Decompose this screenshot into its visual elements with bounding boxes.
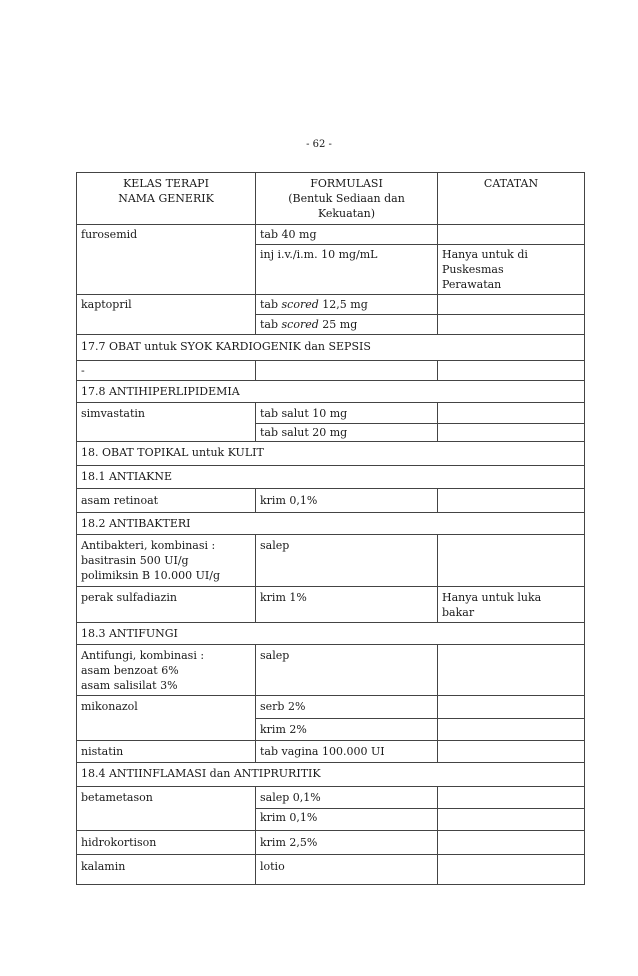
- generic-name: mikonazol: [77, 696, 256, 741]
- formulation: salep: [256, 645, 438, 696]
- header-formulasi: [256, 173, 438, 225]
- header-text: (Bentuk Sediaan dan: [288, 192, 405, 205]
- table-row: [77, 855, 585, 885]
- note: [438, 361, 585, 381]
- note: [438, 787, 585, 809]
- formulation: krim 2%: [256, 719, 438, 741]
- note: [438, 245, 585, 295]
- table-row: [77, 403, 585, 424]
- page-number: - 62 -: [306, 139, 332, 150]
- generic-name: asam retinoat: [77, 489, 256, 513]
- name-text: asam benzoat 6%: [81, 664, 179, 677]
- note: [438, 535, 585, 587]
- formulation: tab salut 10 mg: [256, 403, 438, 424]
- note-text: Hanya untuk di: [442, 248, 528, 261]
- note: [438, 831, 585, 855]
- generic-name: perak sulfadiazin: [77, 587, 256, 623]
- generic-name: hidrokortison: [77, 831, 256, 855]
- formulation: tab vagina 100.000 UI: [256, 741, 438, 763]
- section-row: [77, 623, 585, 645]
- section-row: [77, 335, 585, 361]
- formulation: salep 0,1%: [256, 787, 438, 809]
- formulation: inj i.v./i.m. 10 mg/mL: [256, 245, 438, 295]
- note: [438, 424, 585, 442]
- section-heading: 17.7 OBAT untuk SYOK KARDIOGENIK dan SEPSIS: [77, 335, 585, 361]
- table-row: [77, 535, 585, 587]
- note: [438, 741, 585, 763]
- generic-name: nistatin: [77, 741, 256, 763]
- generic-name: kalamin: [77, 855, 256, 885]
- note: [438, 855, 585, 885]
- generic-name: simvastatin: [77, 403, 256, 442]
- formulation: [256, 361, 438, 381]
- form-text: 25 mg: [318, 318, 358, 331]
- note: [438, 295, 585, 315]
- header-text: CATATAN: [483, 177, 539, 190]
- table-row: [77, 741, 585, 763]
- header-text: Kekuatan): [317, 207, 376, 220]
- header-kelas-terapi: [77, 173, 256, 225]
- note-text: Puskesmas: [442, 263, 504, 276]
- generic-name: -: [77, 361, 256, 381]
- section-heading: 18.2 ANTIBAKTERI: [77, 513, 585, 535]
- formulation: krim 1%: [256, 587, 438, 623]
- header-text: KELAS TERAPI: [123, 177, 209, 190]
- table-row: [77, 787, 585, 809]
- form-text: tab: [260, 318, 282, 331]
- table-row: [77, 696, 585, 719]
- generic-name: betametason: [77, 787, 256, 831]
- header-catatan: [438, 173, 585, 225]
- header-text: NAMA GENERIK: [118, 192, 214, 205]
- form-emphasis: scored: [281, 298, 319, 311]
- table-row: [77, 831, 585, 855]
- form-text: 12,5 mg: [318, 298, 368, 311]
- generic-name: [77, 645, 256, 696]
- formulation: lotio: [256, 855, 438, 885]
- table-row: [77, 225, 585, 245]
- note: [438, 489, 585, 513]
- formulation: krim 0,1%: [256, 489, 438, 513]
- section-heading: 18.3 ANTIFUNGI: [77, 623, 585, 645]
- table-row: [77, 295, 585, 315]
- note-text: Perawatan: [442, 278, 502, 291]
- name-text: asam salisilat 3%: [81, 679, 178, 692]
- generic-name: [77, 535, 256, 587]
- note-text: Hanya untuk luka: [442, 591, 542, 604]
- note: [438, 587, 585, 623]
- formulation: tab salut 20 mg: [256, 424, 438, 442]
- generic-name: furosemid: [77, 225, 256, 295]
- note: [438, 719, 585, 741]
- note-text: bakar: [442, 606, 475, 619]
- formulation: salep: [256, 535, 438, 587]
- section-row: [77, 466, 585, 489]
- form-text: tab: [260, 298, 282, 311]
- section-row: [77, 513, 585, 535]
- generic-name: kaptopril: [77, 295, 256, 335]
- formulation: [256, 315, 438, 335]
- note: [438, 225, 585, 245]
- name-text: polimiksin B 10.000 UI/g: [81, 569, 220, 582]
- header-text: FORMULASI: [310, 177, 383, 190]
- table-row: [77, 361, 585, 381]
- section-heading: 18.4 ANTIINFLAMASI dan ANTIPRURITIK: [77, 763, 585, 787]
- name-text: Antifungi, kombinasi :: [81, 649, 205, 662]
- formulation: [256, 295, 438, 315]
- section-heading: 18.1 ANTIAKNE: [77, 466, 585, 489]
- section-heading: 18. OBAT TOPIKAL untuk KULIT: [77, 442, 585, 466]
- table-row: [77, 587, 585, 623]
- formulation: krim 2,5%: [256, 831, 438, 855]
- table-row: [77, 489, 585, 513]
- section-row: [77, 442, 585, 466]
- formulation: tab 40 mg: [256, 225, 438, 245]
- note: [438, 403, 585, 424]
- formulation: krim 0,1%: [256, 809, 438, 831]
- note: [438, 696, 585, 719]
- table-header-row: [77, 173, 585, 225]
- table-row: [77, 645, 585, 696]
- section-row: [77, 381, 585, 403]
- section-heading: 17.8 ANTIHIPERLIPIDEMIA: [77, 381, 585, 403]
- formulary-table: [76, 172, 585, 885]
- section-row: [77, 763, 585, 787]
- formulation: serb 2%: [256, 696, 438, 719]
- form-emphasis: scored: [281, 318, 319, 331]
- name-text: Antibakteri, kombinasi :: [81, 539, 216, 552]
- note: [438, 645, 585, 696]
- name-text: basitrasin 500 UI/g: [81, 554, 189, 567]
- note: [438, 315, 585, 335]
- note: [438, 809, 585, 831]
